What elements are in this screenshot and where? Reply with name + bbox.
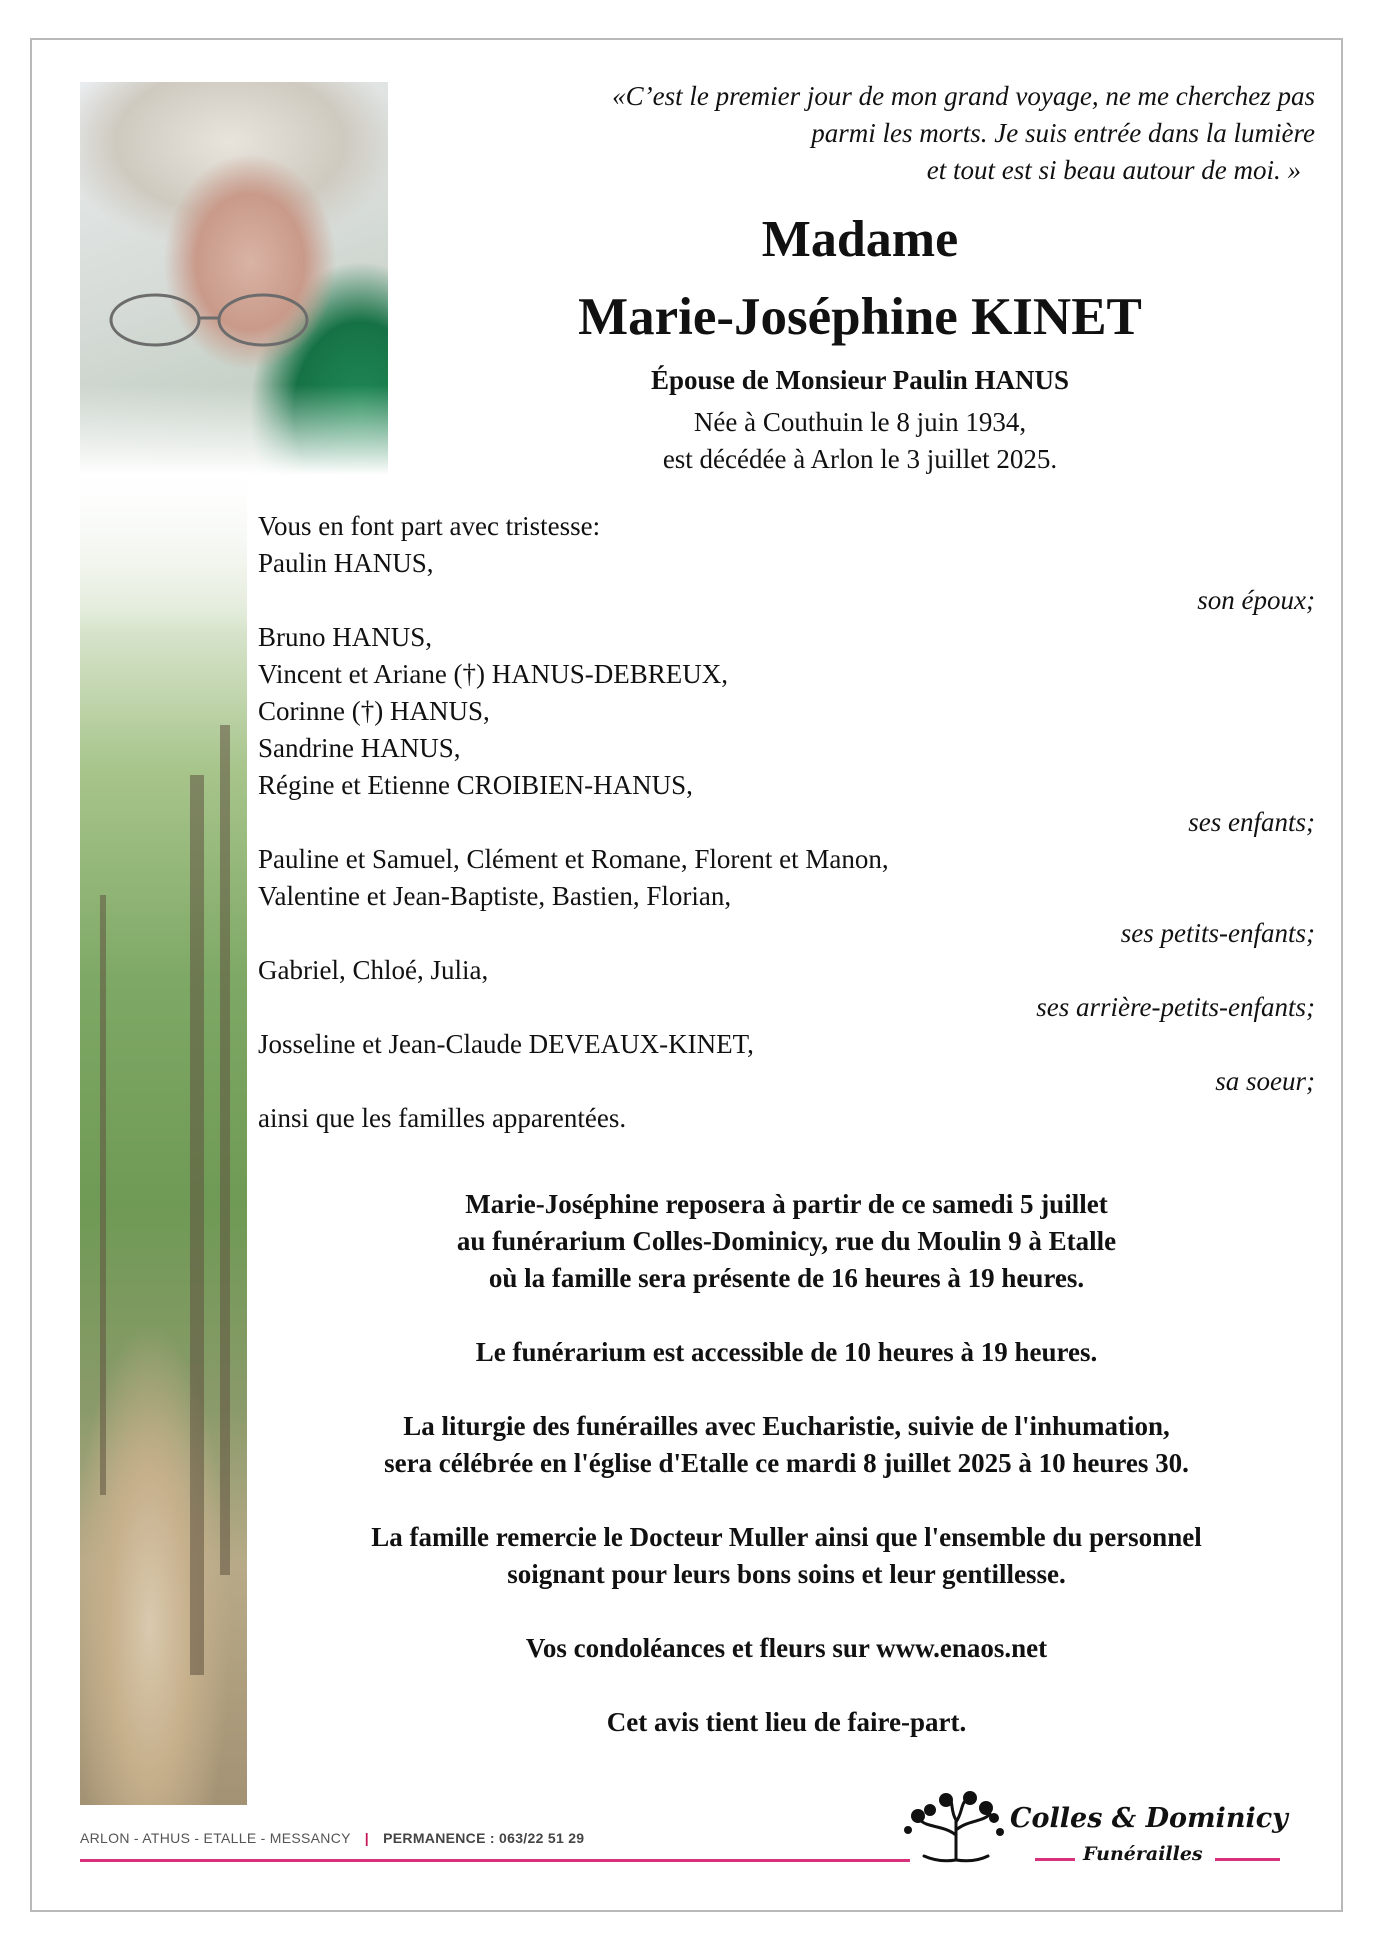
family-member: Paulin HANUS, (258, 548, 434, 578)
notice-line: au funérarium Colles-Dominicy, rue du Moulin 9 à Etalle (456, 1226, 1117, 1256)
death-line: est décédée à Arlon le 3 juillet 2025. (662, 444, 1058, 474)
quote-line: parmi les morts. Je suis entrée dans la lumière (811, 118, 1315, 148)
family-member: Valentine et Jean-Baptiste, Bastien, Florian, (258, 881, 732, 911)
footer-contact (80, 1830, 584, 1846)
brand-accent-line (1035, 1858, 1075, 1861)
honorific-title: Madame (761, 211, 959, 268)
family-member: Corinne (†) HANUS, (258, 696, 490, 726)
notice-line: La liturgie des funérailles avec Eucharistie, suivie de l'inhumation, (403, 1411, 1170, 1441)
forest-path-image (80, 475, 247, 1805)
thanks-notice (258, 1519, 1315, 1593)
quote-line: et tout est si beau autour de moi. » (926, 155, 1301, 185)
family-member: Vincent et Ariane (†) HANUS-DEBREUX, (258, 659, 729, 689)
family-intro: Vous en font part avec tristesse: (258, 511, 601, 541)
family-closing: ainsi que les familles apparentées. (258, 1103, 627, 1133)
liturgy-notice (258, 1408, 1315, 1482)
notice-line: soignant pour leurs bons soins et leur gentillesse. (507, 1559, 1066, 1589)
deceased-name: Marie-Joséphine KINET (578, 288, 1142, 346)
family-member: Bruno HANUS, (258, 622, 433, 652)
glasses-shape (105, 290, 315, 352)
footer-locations: ARLON - ATHUS - ETALLE - MESSANCY (80, 1830, 351, 1846)
condolences-notice (258, 1630, 1315, 1667)
birth-death-dates (400, 404, 1320, 478)
family-member: Pauline et Samuel, Clément et Romane, Florent et Manon, (258, 844, 889, 874)
rest-notice (258, 1186, 1315, 1297)
family-list (258, 508, 1315, 1137)
notice-line: Cet avis tient lieu de faire-part. (606, 1707, 967, 1737)
brand-accent-line (1215, 1858, 1280, 1861)
faire-part-notice (258, 1704, 1315, 1741)
notice-line: Vos condoléances et fleurs sur www.enaos.net (525, 1633, 1048, 1663)
relation-label: ses petits-enfants; (1120, 918, 1315, 948)
epitaph-quote (380, 78, 1315, 189)
brand-subtitle: Funérailles (1083, 1843, 1203, 1865)
notice-line: où la famille sera présente de 16 heures à 19 heures. (488, 1263, 1085, 1293)
birth-line: Née à Couthuin le 8 juin 1934, (693, 407, 1027, 437)
quote-line: «C’est le premier jour de mon grand voyage, ne me cherchez pas (612, 81, 1315, 111)
funeral-notices (258, 1186, 1315, 1778)
family-member: Gabriel, Chloé, Julia, (258, 955, 489, 985)
relation-label: son époux; (1197, 585, 1315, 615)
family-member: Josseline et Jean-Claude DEVEAUX-KINET, (258, 1029, 754, 1059)
brand-name: Colles & Dominicy (1010, 1803, 1288, 1834)
family-member: Sandrine HANUS, (258, 733, 461, 763)
footer-separator: | (364, 1830, 369, 1846)
family-member: Régine et Etienne CROIBIEN-HANUS, (258, 770, 693, 800)
portrait-photo (80, 82, 388, 475)
relation-label: sa soeur; (1215, 1066, 1315, 1096)
spouse-line: Épouse de Monsieur Paulin HANUS (650, 365, 1070, 395)
notice-line: Marie-Joséphine reposera à partir de ce samedi 5 juillet (465, 1189, 1108, 1219)
relation-label: ses arrière-petits-enfants; (1036, 992, 1315, 1022)
notice-line: sera célébrée en l'église d'Etalle ce mardi 8 juillet 2025 à 10 heures 30. (384, 1448, 1189, 1478)
footer-accent-line (80, 1859, 910, 1862)
notice-line: La famille remercie le Docteur Muller ainsi que l'ensemble du personnel (371, 1522, 1202, 1552)
access-notice (258, 1334, 1315, 1371)
footer-permanence: PERMANENCE : 063/22 51 29 (383, 1830, 585, 1846)
relation-label: ses enfants; (1188, 807, 1315, 837)
notice-line: Le funérarium est accessible de 10 heures à 19 heures. (475, 1337, 1098, 1367)
